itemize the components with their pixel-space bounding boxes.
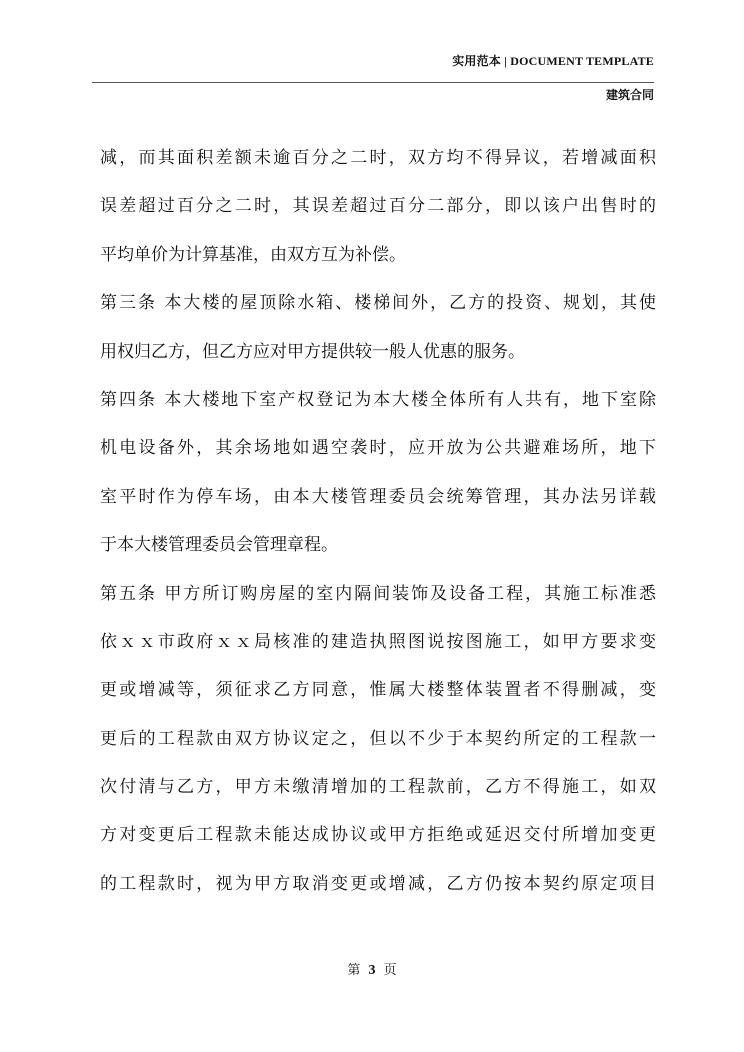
page-header [92, 52, 654, 70]
body-line: 用权归乙方，但乙方应对甲方提供较一般人优惠的服务。 [100, 341, 525, 362]
body-line: 次付清与乙方，甲方未缴清增加的工程款前，乙方不得施工，如双 [100, 777, 656, 798]
body-line: 第三条 本大楼的屋顶除水箱、楼梯间外，乙方的投资、规划，其使 [100, 293, 656, 314]
body-line: 更后的工程款由双方协议定之，但以不少于本契约所定的工程款一 [100, 728, 656, 749]
body-line: 方对变更后工程款未能达成协议或甲方拒绝或延迟交付所增加变更 [100, 825, 656, 846]
body-line: 减，而其面积差额未逾百分之二时，双方均不得异议，若增减面积 [100, 148, 656, 168]
body-line: 第五条 甲方所订购房屋的室内隔间装饰及设备工程，其施工标准悉 [100, 583, 656, 604]
page-number: 3 [368, 963, 376, 978]
document-body [100, 138, 656, 912]
body-line: 依ｘｘ市政府ｘｘ局核准的建造执照图说按图施工，如甲方要求变 [100, 631, 656, 652]
body-line: 更或增减等，须征求乙方同意，惟属大楼整体装置者不得删减，变 [100, 680, 656, 701]
body-line: 的工程款时，视为甲方取消变更或增减，乙方仍按本契约原定项目 [100, 873, 656, 894]
page-label-prefix: 第 [347, 963, 361, 978]
body-line: 误差超过百分之二时，其误差超过百分二部分，即以该户出售时的 [100, 196, 656, 217]
body-line: 室平时作为停车场，由本大楼管理委员会统筹管理，其办法另详载 [100, 486, 656, 507]
body-line: 机电设备外，其余场地如遇空袭时，应开放为公共避难场所，地下 [100, 438, 656, 459]
body-line: 第四条 本大楼地下室产权登记为本大楼全体所有人共有，地下室除 [100, 389, 656, 410]
header-title: 实用范本 | DOCUMENT TEMPLATE [452, 54, 654, 68]
header-divider [92, 82, 654, 83]
body-line: 于本大楼管理委员会管理章程。 [100, 535, 338, 556]
page-footer [0, 962, 744, 980]
body-line: 平均单价为计算基准，由双方互为补偿。 [100, 244, 406, 265]
header-subtitle: 建筑合同 [605, 88, 654, 102]
page-label-suffix: 页 [383, 963, 397, 978]
